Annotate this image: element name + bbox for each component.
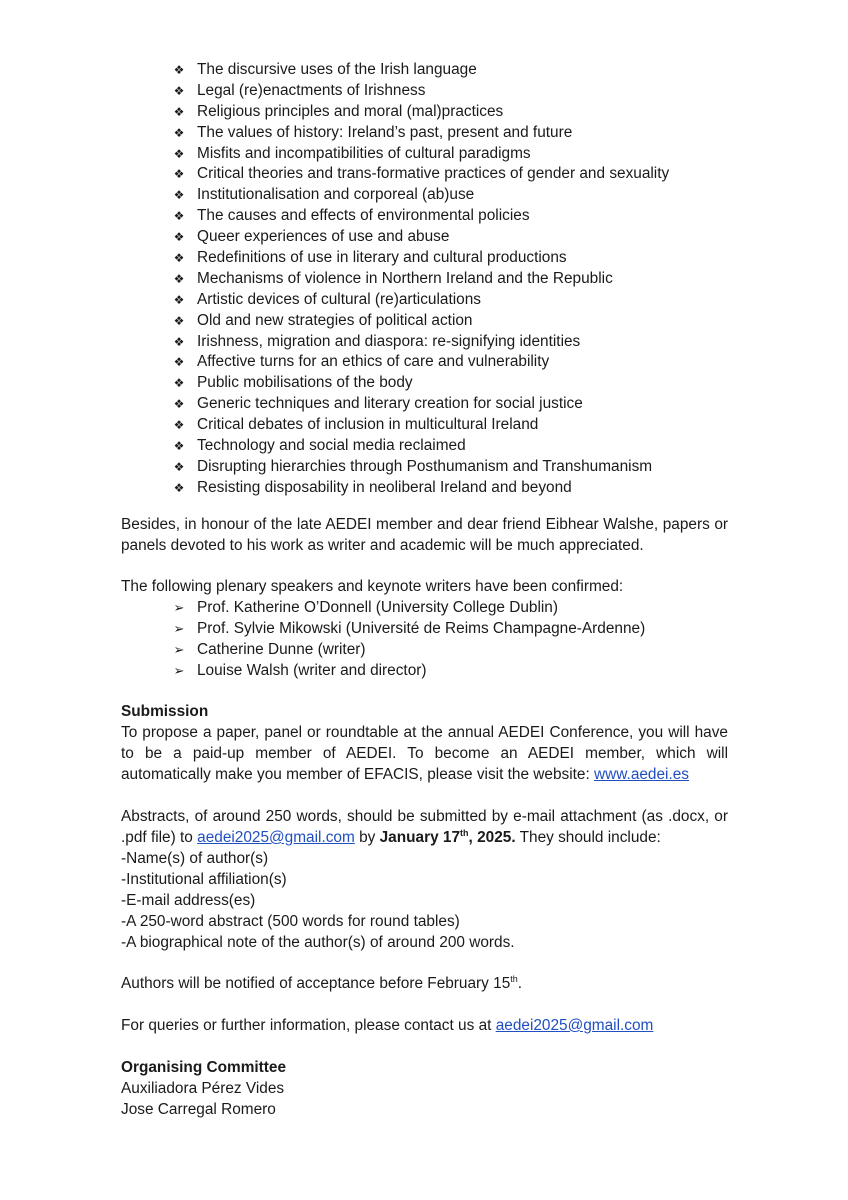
topic-text: Religious principles and moral (mal)practices	[197, 102, 504, 120]
queries-text: For queries or further information, please contact us at	[121, 1017, 496, 1034]
requirement-item: -Institutional affiliation(s)	[121, 870, 287, 888]
topic-item	[172, 144, 669, 165]
diamond-bullet-icon: ❖	[173, 271, 185, 286]
diamond-bullet-icon: ❖	[173, 63, 185, 77]
deadline-sup: th	[460, 827, 469, 838]
diamond-bullet-icon: ❖	[173, 292, 185, 307]
committee-heading: Organising Committee	[121, 1059, 287, 1076]
deadline-year: , 2025.	[468, 828, 516, 846]
website-link[interactable]: www.aedei.es	[594, 765, 690, 783]
notification-line	[121, 974, 728, 995]
topic-text: Artistic devices of cultural (re)articulations	[197, 290, 481, 308]
topic-item	[172, 290, 669, 311]
topic-item	[172, 415, 669, 436]
topic-item	[172, 394, 669, 415]
deadline-date: January 17	[379, 828, 461, 846]
topic-text: The causes and effects of environmental policies	[197, 207, 530, 225]
arrow-bullet-icon: ➢	[173, 662, 185, 678]
speaker-text: Louise Walsh (writer and director)	[197, 661, 427, 679]
submission-heading: Submission	[121, 703, 209, 720]
queries-email-link[interactable]: aedei2025@gmail.com	[495, 1017, 654, 1034]
topic-item	[172, 478, 669, 499]
speaker-item	[172, 619, 645, 640]
committee-member: Jose Carregal Romero	[121, 1101, 276, 1118]
topic-text: Resisting disposability in neoliberal Ireland and beyond	[197, 478, 572, 496]
topic-text: Legal (re)enactments of Irishness	[197, 81, 426, 99]
diamond-bullet-icon: ❖	[173, 459, 185, 474]
diamond-bullet-icon: ❖	[173, 313, 185, 328]
topic-text: Irishness, migration and diaspora: re-signifying identities	[197, 332, 581, 350]
diamond-bullet-icon: ❖	[173, 104, 185, 119]
topic-item	[172, 436, 669, 457]
speakers-intro: The following plenary speakers and keynote writers have been confirmed:	[121, 578, 624, 595]
requirement-item: -A biographical note of the author(s) of around 200 words.	[121, 933, 515, 951]
submission-paragraph	[121, 723, 728, 786]
speaker-item	[172, 640, 645, 661]
topic-item	[172, 164, 669, 185]
speaker-item	[172, 598, 645, 619]
topic-item	[172, 352, 669, 373]
diamond-bullet-icon: ❖	[173, 355, 185, 370]
topic-text: Institutionalisation and corporeal (ab)use	[197, 186, 475, 204]
diamond-bullet-icon: ❖	[173, 251, 185, 266]
diamond-bullet-icon: ❖	[173, 334, 185, 349]
topic-text: Critical theories and trans-formative practices of gender and sexuality	[197, 165, 670, 183]
arrow-bullet-icon: ➢	[173, 620, 185, 636]
topic-text: Queer experiences of use and abuse	[197, 228, 450, 246]
requirement-item: -E-mail address(es)	[121, 891, 256, 909]
deadline	[380, 829, 516, 846]
topic-text: Technology and social media reclaimed	[197, 437, 466, 455]
topic-text: Generic techniques and literary creation for social justice	[197, 395, 583, 413]
requirements-list	[121, 849, 728, 954]
topic-item	[172, 185, 669, 206]
abstracts-paragraph	[121, 807, 728, 849]
abstracts-by: by	[354, 828, 380, 846]
topic-text: Critical debates of inclusion in multicultural Ireland	[197, 416, 539, 434]
speakers-list	[172, 598, 645, 682]
topic-text: Misfits and incompatibilities of cultural paradigms	[197, 144, 531, 162]
topic-text: Affective turns for an ethics of care and vulnerability	[197, 353, 550, 371]
requirement-item: -A 250-word abstract (500 words for round tables)	[121, 912, 460, 930]
topic-item	[172, 373, 669, 394]
queries-line	[121, 1016, 728, 1037]
committee-member: Auxiliadora Pérez Vides	[121, 1080, 285, 1097]
topic-item	[172, 81, 669, 102]
speaker-text: Prof. Sylvie Mikowski (Université de Reims Champagne-Ardenne)	[197, 619, 646, 637]
diamond-bullet-icon: ❖	[173, 209, 185, 224]
topic-text: Redefinitions of use in literary and cultural productions	[197, 249, 567, 267]
speaker-text: Prof. Katherine O’Donnell (University College Dublin)	[197, 599, 558, 616]
abstracts-include: They should include:	[515, 828, 661, 846]
speaker-text: Catherine Dunne (writer)	[197, 640, 366, 658]
diamond-bullet-icon: ❖	[173, 418, 185, 433]
honour-paragraph: Besides, in honour of the late AEDEI member and dear friend Eibhear Walshe, papers or panels devoted to his work as writer and academic will be much appreciated.	[121, 516, 728, 554]
topic-item	[172, 457, 669, 478]
topic-item	[172, 311, 669, 332]
requirement-item: -Name(s) of author(s)	[121, 850, 269, 867]
notification-end: .	[517, 975, 523, 992]
topic-text: The discursive uses of the Irish language	[197, 61, 477, 78]
topic-text: Disrupting hierarchies through Posthumanism and Transhumanism	[197, 457, 653, 475]
diamond-bullet-icon: ❖	[173, 167, 185, 182]
diamond-bullet-icon: ❖	[173, 397, 185, 412]
topic-item	[172, 206, 669, 227]
topics-list	[172, 60, 669, 499]
topic-item	[172, 332, 669, 353]
topic-item	[172, 269, 669, 290]
diamond-bullet-icon: ❖	[173, 376, 185, 391]
notification-sup: th	[510, 973, 518, 984]
notification-text: Authors will be notified of acceptance before February 15	[121, 975, 511, 992]
diamond-bullet-icon: ❖	[173, 230, 185, 245]
topic-item	[172, 248, 669, 269]
topic-text: Old and new strategies of political action	[197, 311, 473, 329]
topic-item	[172, 123, 669, 144]
arrow-bullet-icon: ➢	[173, 600, 185, 615]
abstracts-email-link[interactable]: aedei2025@gmail.com	[197, 828, 355, 846]
topic-text: The values of history: Ireland’s past, present and future	[197, 123, 573, 141]
speaker-item	[172, 661, 645, 682]
topic-item	[172, 60, 669, 81]
topic-item	[172, 227, 669, 248]
topic-item	[172, 102, 669, 123]
submission-text: To propose a paper, panel or roundtable at the annual AEDEI Conference, you will have to be a paid-up member of AEDEI. To become an AEDEI member, which will automatically make you member of EFACIS, please visit the website:	[121, 724, 728, 783]
diamond-bullet-icon: ❖	[173, 125, 185, 140]
diamond-bullet-icon: ❖	[173, 146, 185, 161]
topic-text: Public mobilisations of the body	[197, 374, 413, 392]
diamond-bullet-icon: ❖	[173, 439, 185, 454]
diamond-bullet-icon: ❖	[173, 480, 185, 495]
topic-text: Mechanisms of violence in Northern Ireland and the Republic	[197, 269, 613, 287]
arrow-bullet-icon: ➢	[173, 641, 185, 657]
diamond-bullet-icon: ❖	[173, 83, 185, 98]
diamond-bullet-icon: ❖	[173, 188, 185, 203]
abstracts-text: Abstracts, of around 250 words, should be submitted by e-mail attachment (as .docx, or .pdf file) to	[121, 808, 728, 846]
